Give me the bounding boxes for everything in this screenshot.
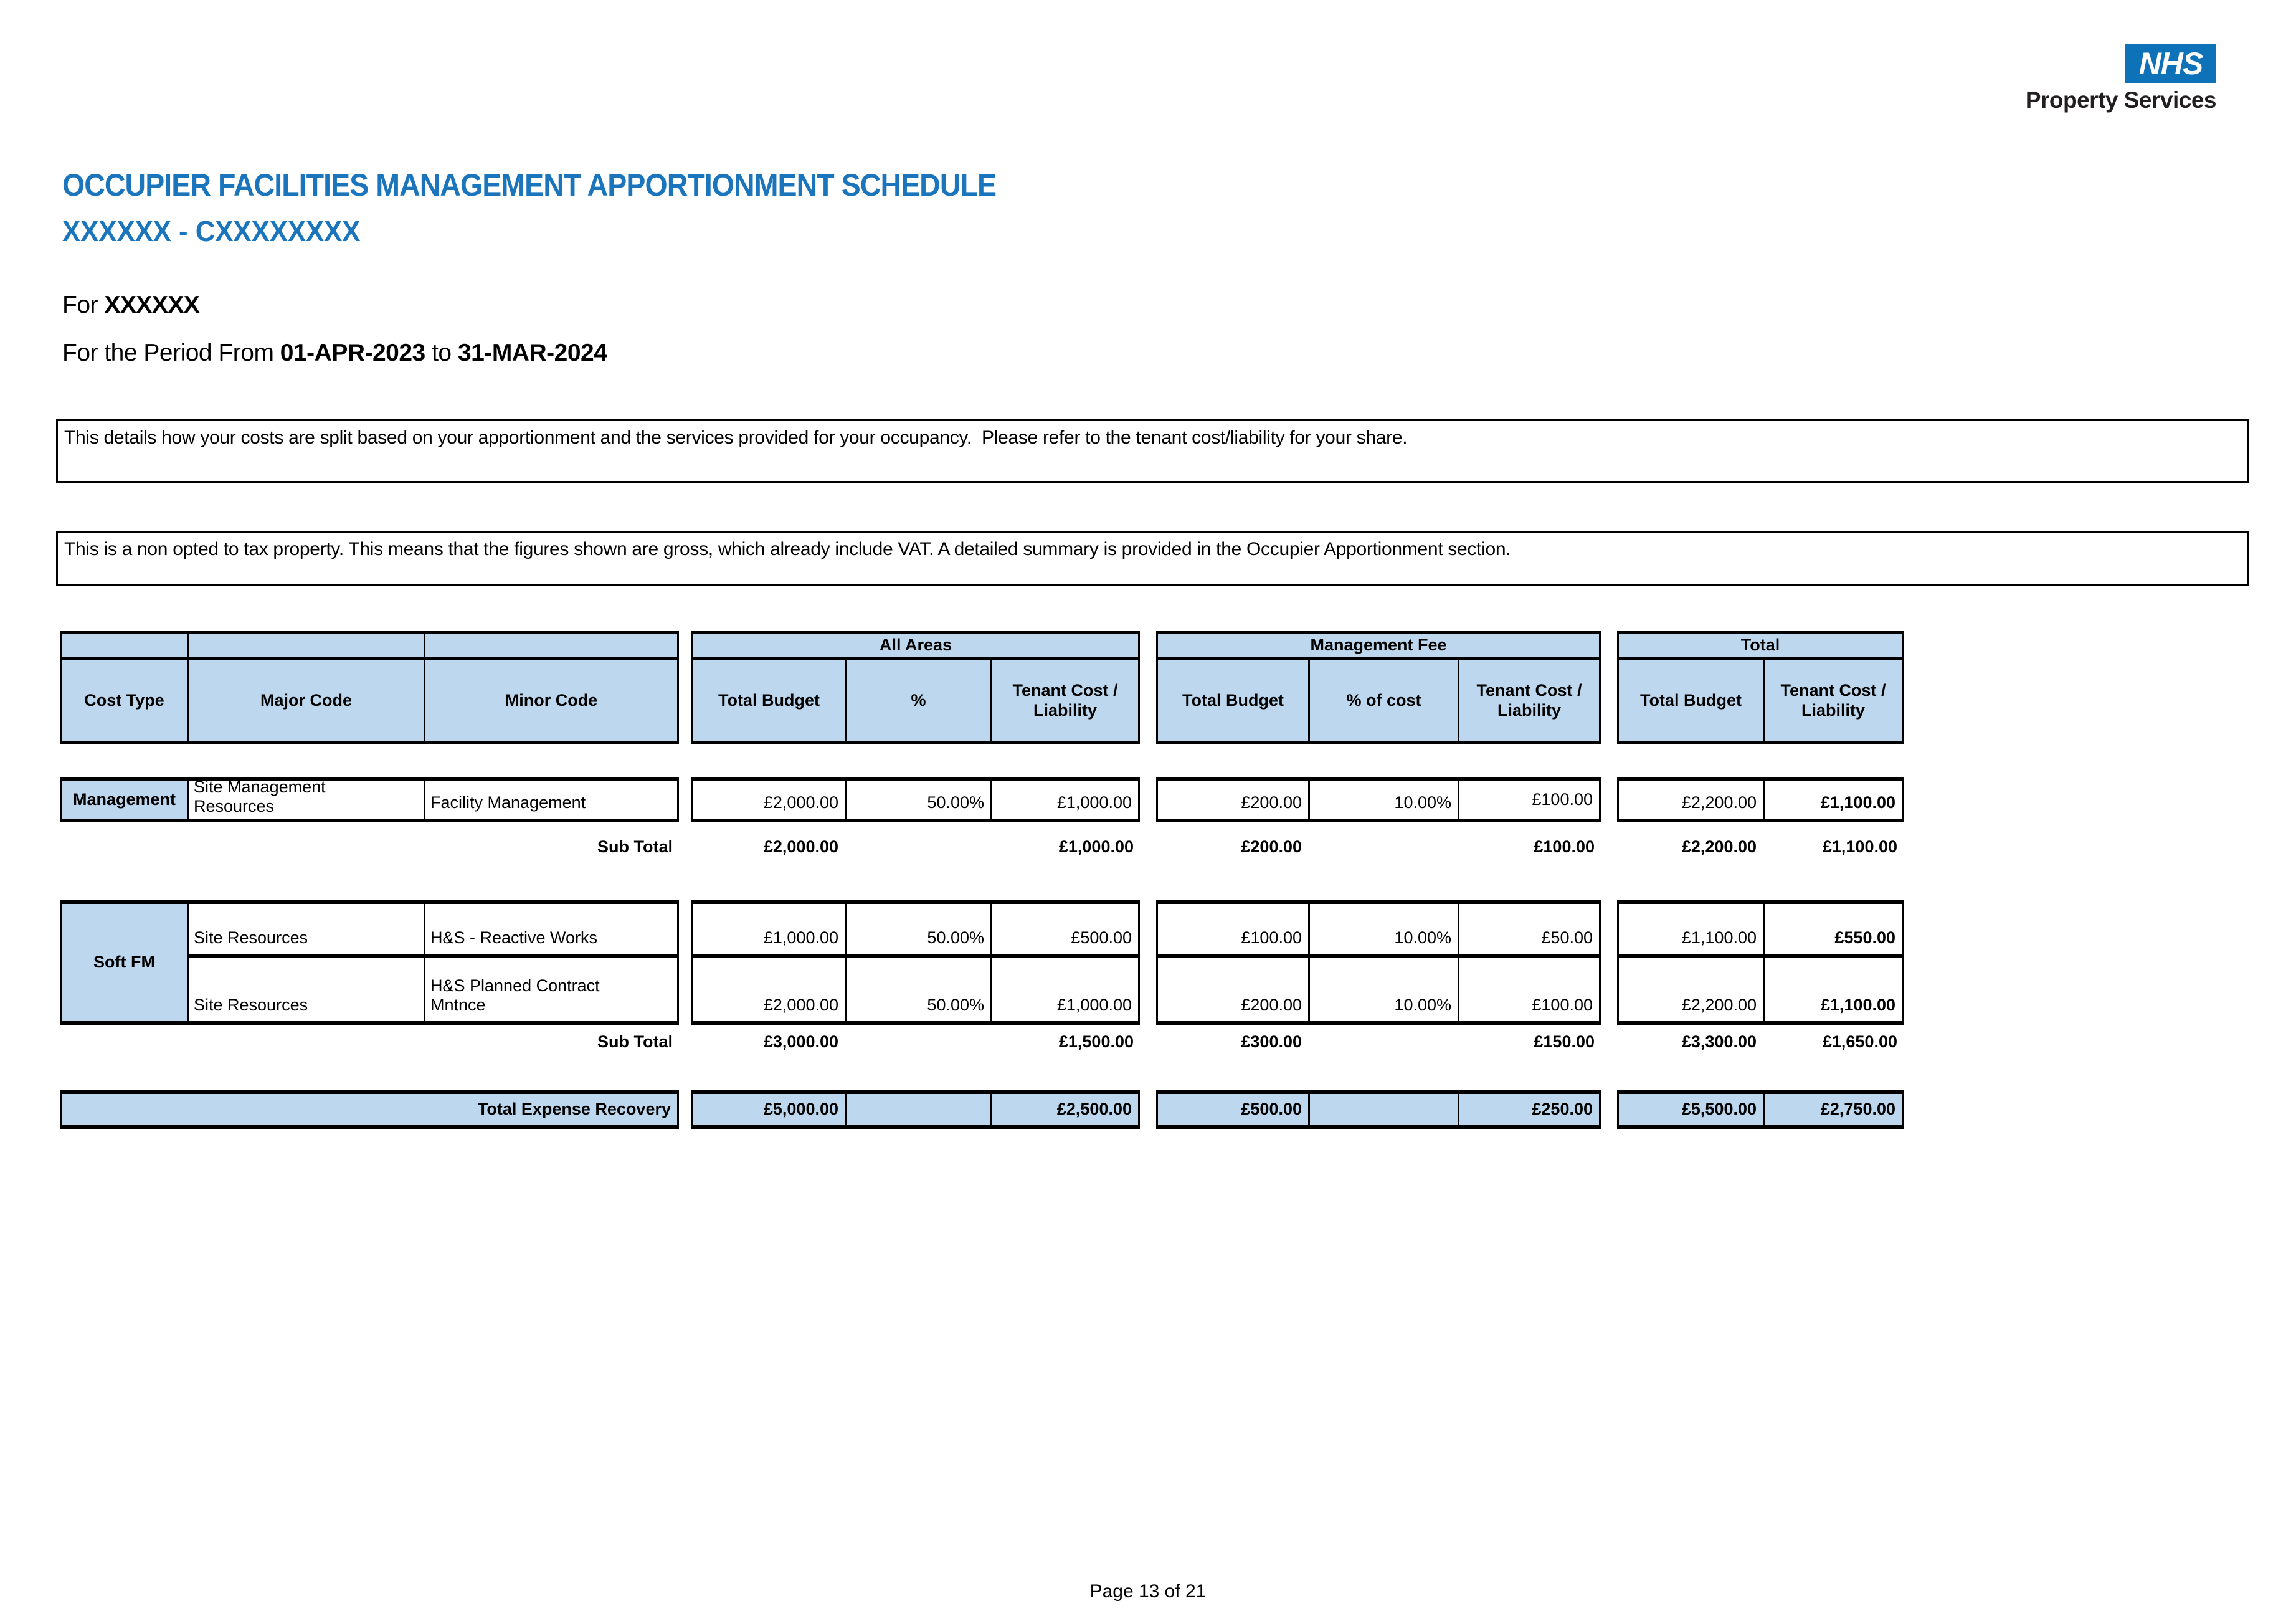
softfm-subtotal-total-budget: £3,300.00 — [1681, 1032, 1757, 1051]
management-mf-pct: 10.00% — [1308, 777, 1458, 822]
management-aa-tenant: £1,000.00 — [990, 777, 1140, 822]
col-header-total-tenant-cost: Tenant Cost / Liability — [1763, 660, 1904, 744]
total-recovery-aa-pct-empty — [845, 1090, 990, 1129]
management-major-code: Site Management Resources — [187, 777, 424, 822]
col-header-mf-tenant-cost: Tenant Cost / Liability — [1458, 660, 1601, 744]
total-recovery-aa-tenant: £2,500.00 — [990, 1090, 1140, 1129]
softfm1-aa-tenant: £500.00 — [990, 900, 1140, 958]
softfm2-mf-tenant: £100.00 — [1458, 958, 1601, 1025]
col-header-major-code: Major Code — [187, 660, 424, 744]
softfm-subtotal-aa-budget: £3,000.00 — [763, 1032, 838, 1051]
softfm-subtotal-aa-tenant: £1,500.00 — [1058, 1032, 1134, 1051]
period-from-date: 01-APR-2023 — [280, 340, 425, 366]
management-mf-budget: £200.00 — [1156, 777, 1308, 822]
apportionment-table — [60, 631, 1904, 1129]
group-header-all-areas: All Areas — [691, 631, 1140, 660]
management-aa-pct: 50.00% — [845, 777, 990, 822]
management-subtotal-mf-tenant: £100.00 — [1534, 837, 1595, 857]
group-header-empty-major — [187, 631, 424, 660]
nhs-logo-text: NHS — [2138, 46, 2203, 81]
management-total-tenant: £1,100.00 — [1763, 777, 1904, 822]
total-recovery-mf-tenant: £250.00 — [1458, 1090, 1601, 1129]
management-mf-tenant: £100.00 — [1458, 777, 1601, 822]
group-header-empty-cost-type — [60, 631, 187, 660]
total-recovery-total-budget: £5,500.00 — [1617, 1090, 1763, 1129]
total-recovery-mf-budget: £500.00 — [1156, 1090, 1308, 1129]
softfm1-mf-pct: 10.00% — [1308, 900, 1458, 958]
softfm1-total-budget: £1,100.00 — [1617, 900, 1763, 958]
col-header-minor-code: Minor Code — [424, 660, 679, 744]
softfm2-major-code: Site Resources — [187, 958, 424, 1025]
management-subtotal-mf-budget: £200.00 — [1241, 837, 1302, 857]
softfm2-mf-pct: 10.00% — [1308, 958, 1458, 1025]
softfm2-aa-pct: 50.00% — [845, 958, 990, 1025]
nhs-logo-subtitle: Property Services — [2025, 87, 2216, 113]
col-header-mf-pct-of-cost: % of cost — [1308, 660, 1458, 744]
softfm1-major-code: Site Resources — [187, 900, 424, 958]
col-header-aa-total-budget: Total Budget — [691, 660, 845, 744]
softfm1-mf-budget: £100.00 — [1156, 900, 1308, 958]
softfm-subtotal-mf-budget: £300.00 — [1241, 1032, 1302, 1051]
cost-type-management: Management — [60, 777, 187, 822]
col-header-total-total-budget: Total Budget — [1617, 660, 1763, 744]
softfm2-minor-code: H&S Planned Contract Mntnce — [424, 958, 679, 1025]
softfm2-total-tenant: £1,100.00 — [1763, 958, 1904, 1025]
softfm1-mf-tenant: £50.00 — [1458, 900, 1601, 958]
cost-type-soft-fm: Soft FM — [60, 900, 187, 1025]
softfm-subtotal-mf-tenant: £150.00 — [1534, 1032, 1595, 1051]
period-line — [62, 340, 607, 367]
management-subtotal-total-budget: £2,200.00 — [1681, 837, 1757, 857]
softfm-subtotal-label: Sub Total — [597, 1032, 673, 1051]
nhs-logo — [2125, 44, 2216, 83]
management-aa-budget: £2,000.00 — [691, 777, 845, 822]
for-value: XXXXXX — [104, 292, 200, 318]
period-to-date: 31-MAR-2024 — [457, 340, 607, 366]
management-subtotal-aa-tenant: £1,000.00 — [1058, 837, 1134, 857]
total-expense-recovery-label: Total Expense Recovery — [60, 1090, 679, 1129]
page-title: OCCUPIER FACILITIES MANAGEMENT APPORTIONMENT SCHEDULE — [62, 168, 997, 202]
softfm1-total-tenant: £550.00 — [1763, 900, 1904, 958]
softfm2-mf-budget: £200.00 — [1156, 958, 1308, 1025]
total-recovery-aa-budget: £5,000.00 — [691, 1090, 845, 1129]
for-line — [62, 292, 199, 319]
period-joiner: to — [425, 340, 458, 366]
group-header-empty-minor — [424, 631, 679, 660]
management-subtotal-label: Sub Total — [597, 837, 673, 857]
total-recovery-total-tenant: £2,750.00 — [1763, 1090, 1904, 1129]
softfm2-total-budget: £2,200.00 — [1617, 958, 1763, 1025]
for-label: For — [62, 292, 105, 318]
softfm1-aa-pct: 50.00% — [845, 900, 990, 958]
note-vat: This is a non opted to tax property. This means that the figures shown are gross, which already include VAT. A detailed summary is provided in the Occupier Apportionment section. — [56, 531, 2249, 586]
page-subtitle: XXXXXX - CXXXXXXXX — [62, 215, 361, 247]
page-number: Page 13 of 21 — [1089, 1581, 1207, 1602]
group-header-total: Total — [1617, 631, 1904, 660]
softfm-subtotal-total-tenant: £1,650.00 — [1822, 1032, 1897, 1051]
management-minor-code: Facility Management — [424, 777, 679, 822]
col-header-aa-tenant-cost: Tenant Cost / Liability — [990, 660, 1140, 744]
softfm1-minor-code: H&S - Reactive Works — [424, 900, 679, 958]
group-header-management-fee: Management Fee — [1156, 631, 1601, 660]
softfm2-aa-budget: £2,000.00 — [691, 958, 845, 1025]
period-prefix: For the Period From — [62, 340, 280, 366]
total-recovery-mf-pct-empty — [1308, 1090, 1458, 1129]
col-header-aa-pct: % — [845, 660, 990, 744]
management-total-budget: £2,200.00 — [1617, 777, 1763, 822]
col-header-cost-type: Cost Type — [60, 660, 187, 744]
note-apportionment: This details how your costs are split based on your apportionment and the services provided for your occupancy. Please refer to the tenant cost/liability for your share. — [56, 419, 2249, 483]
management-subtotal-aa-budget: £2,000.00 — [763, 837, 838, 857]
management-subtotal-total-tenant: £1,100.00 — [1822, 837, 1897, 857]
col-header-mf-total-budget: Total Budget — [1156, 660, 1308, 744]
softfm1-aa-budget: £1,000.00 — [691, 900, 845, 958]
softfm2-aa-tenant: £1,000.00 — [990, 958, 1140, 1025]
